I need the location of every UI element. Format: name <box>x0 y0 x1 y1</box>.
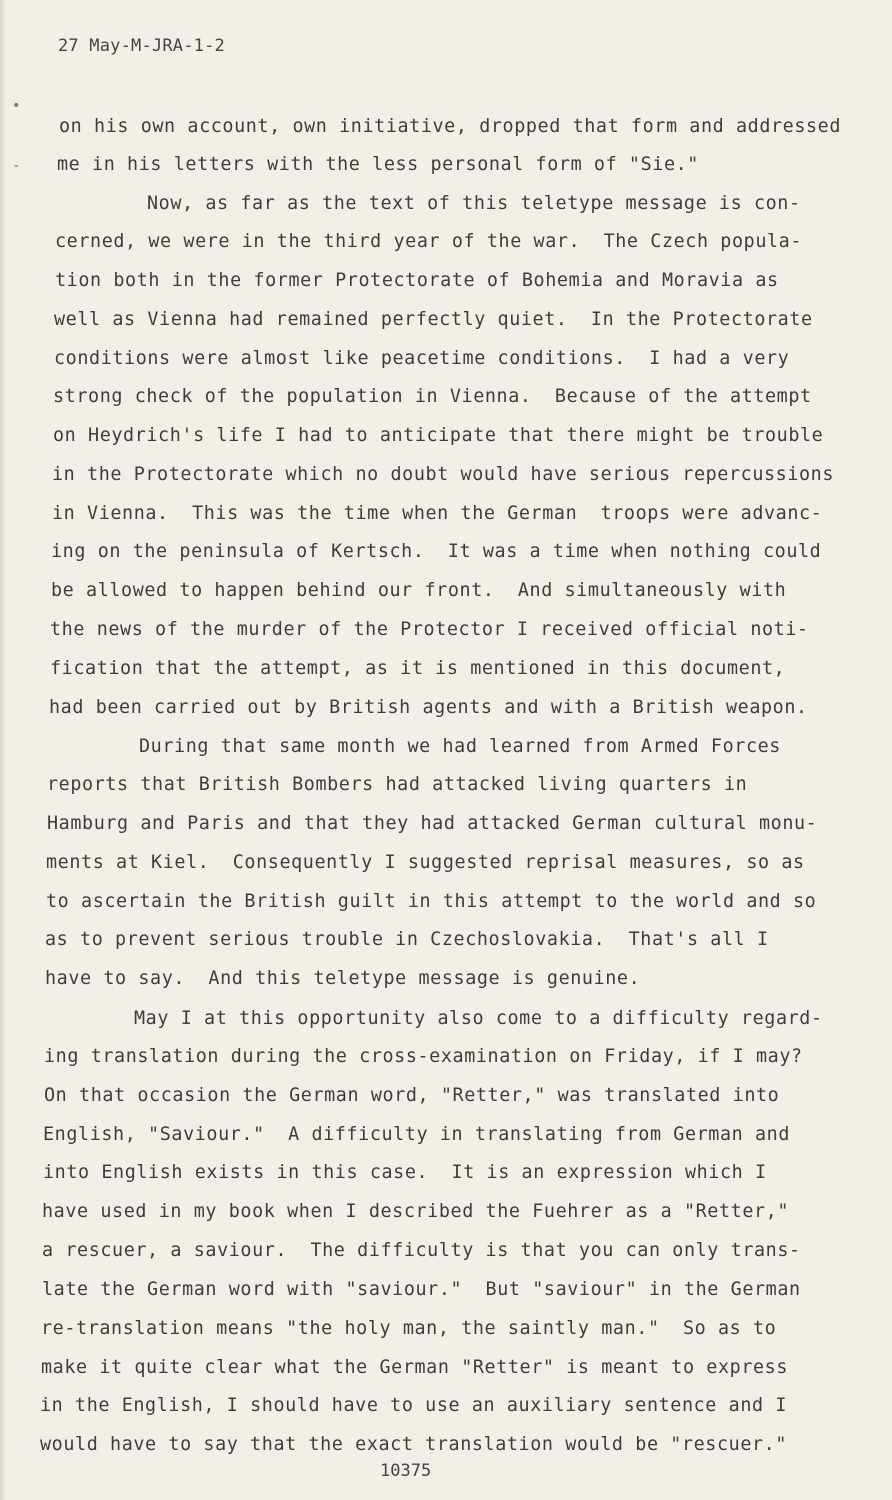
text-line: make it quite clear what the German "Retter" is meant to express <box>41 1357 789 1378</box>
text-line: have used in my book when I described the Fuehrer as a "Retter," <box>42 1201 790 1222</box>
text-line: reports that British Bombers had attacked living quarters in <box>47 774 748 795</box>
text-line: in the Protectorate which no doubt would have serious repercussions <box>52 464 835 485</box>
text-line: the news of the murder of the Protector I received official noti- <box>50 619 809 640</box>
text-line: to ascertain the British guilt in this attempt to the world and so <box>46 891 817 912</box>
text-line: Hamburg and Paris and that they had attacked German cultural monu- <box>47 813 818 834</box>
text-line: on his own account, own initiative, dropped that form and addressed <box>59 116 842 137</box>
text-line: ing on the peninsula of Kertsch. It was a time when nothing could <box>51 541 822 562</box>
text-line: would have to say that the exact translation would be "rescuer." <box>40 1434 788 1455</box>
text-line: cerned, we were in the third year of the war. The Czech popula- <box>55 231 803 252</box>
text-line: late the German word with "saviour." But "saviour" in the German <box>42 1279 801 1300</box>
text-line: On that occasion the German word, "Retter," was translated into <box>44 1085 780 1106</box>
text-line: as to prevent serious trouble in Czechoslovakia. That's all I <box>45 929 769 950</box>
text-line: fication that the attempt, as it is mentioned in this document, <box>50 658 786 679</box>
text-line: conditions were almost like peacetime conditions. I had a very <box>54 348 790 369</box>
text-line: During that same month we had learned from Armed Forces <box>139 736 781 757</box>
text-line: ments at Kiel. Consequently I suggested reprisal measures, so as <box>46 852 805 873</box>
text-line: re-translation means "the holy man, the saintly man." So as to <box>41 1318 777 1339</box>
text-line: in Vienna. This was the time when the German troops were advanc- <box>52 503 823 524</box>
text-line: had been carried out by British agents and with a British weapon. <box>49 697 808 718</box>
text-line: be allowed to happen behind our front. And simultaneously with <box>51 580 787 601</box>
text-line: Now, as far as the text of this teletype message is con- <box>147 193 801 214</box>
text-line: well as Vienna had remained perfectly quiet. In the Protectorate <box>54 309 813 330</box>
text-line: me in his letters with the less personal form of "Sie." <box>57 154 699 175</box>
text-line: a rescuer, a saviour. The difficulty is that you can only trans- <box>42 1240 801 1261</box>
text-line: on Heydrich's life I had to anticipate that there might be trouble <box>53 425 824 446</box>
page-edge-shadow <box>0 0 6 1500</box>
margin-mark: • <box>12 98 21 114</box>
text-line: strong check of the population in Vienna. Because of the attempt <box>53 386 812 407</box>
page-header: 27 May-M-JRA-1-2 <box>58 36 225 56</box>
margin-mark: - <box>12 158 21 174</box>
text-line: have to say. And this teletype message is genuine. <box>45 968 641 989</box>
text-line: May I at this opportunity also come to a difficulty regard- <box>134 1008 823 1029</box>
text-line: English, "Saviour." A difficulty in translating from German and <box>43 1124 791 1145</box>
page-number: 10375 <box>380 1461 432 1481</box>
text-line: in the English, I should have to use an auxiliary sentence and I <box>40 1395 788 1416</box>
text-line: tion both in the former Protectorate of Bohemia and Moravia as <box>55 270 779 291</box>
text-line: ing translation during the cross-examination on Friday, if I may? <box>44 1046 803 1067</box>
text-line: into English exists in this case. It is an expression which I <box>43 1162 767 1183</box>
